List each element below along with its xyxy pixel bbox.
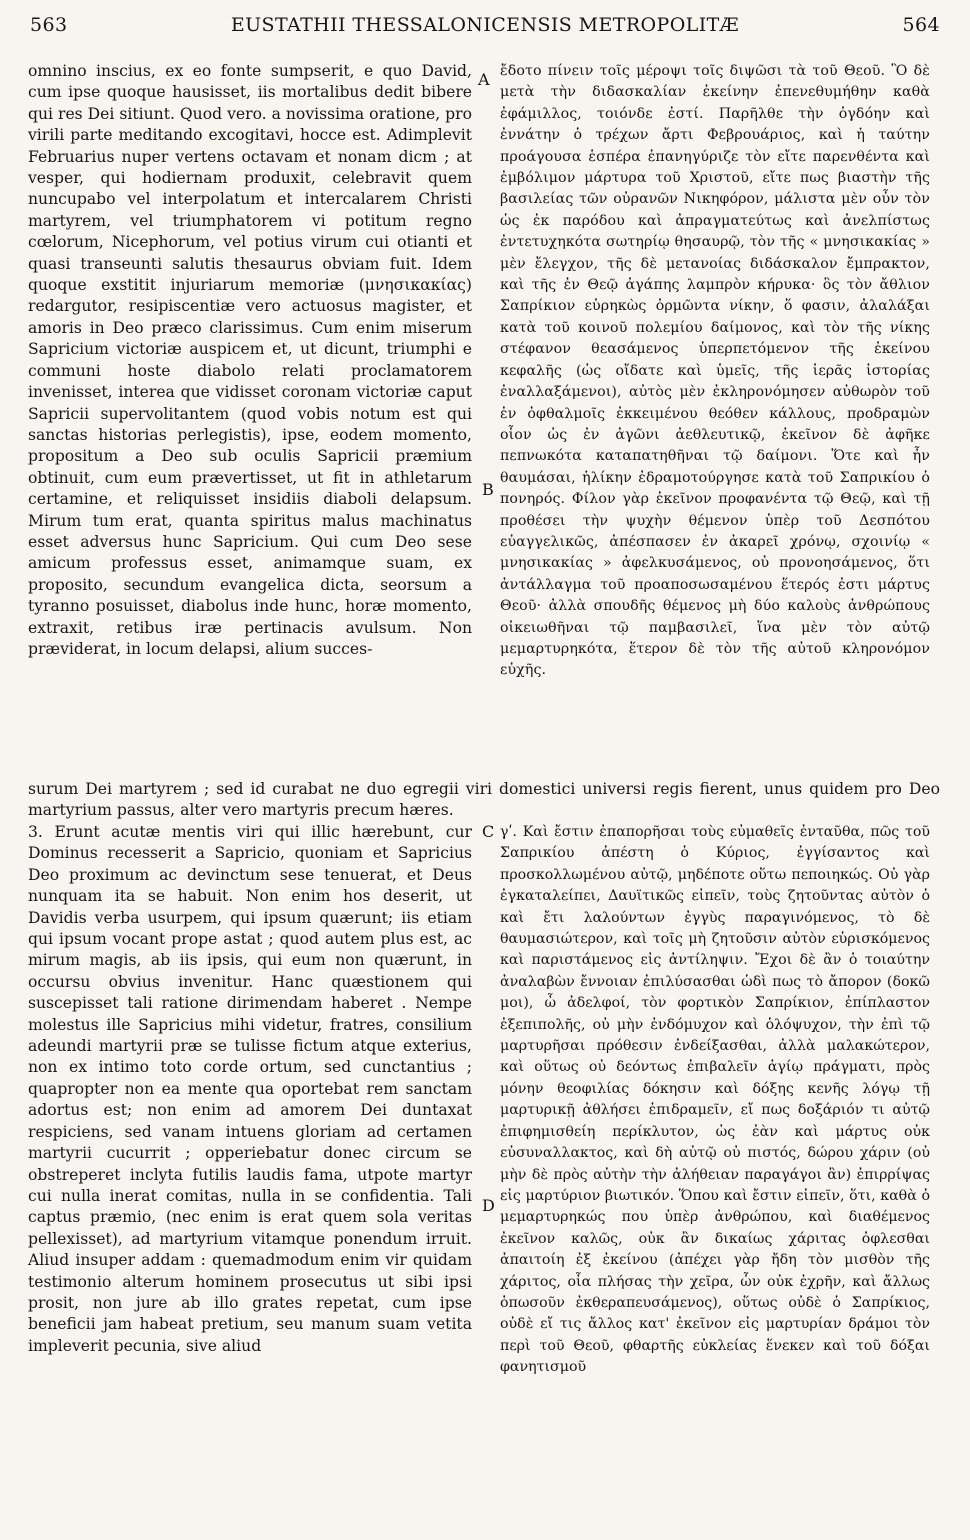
greek-column-top — [500, 61, 930, 682]
page-number-left: 563 — [30, 14, 68, 36]
latin-column-bottom — [28, 822, 472, 1357]
section-marker-a: A — [478, 70, 490, 89]
full-width-paragraph: surum Dei martyrem ; sed id curabat ne duo egregii viri domestici universi regis fierent, unus quidem pro Deo martyrium passus, alter vero martyris precum hæres. — [28, 779, 940, 819]
greek-text-bottom: γʹ. Καὶ ἔστιν ἐπαπορῆσαι τοὺς εὐμαθεῖς ἐνταῦθα, πῶς τοῦ Σαπρικίου ἀπέστη ὁ Κύριος, ἐγγίσαντος καὶ προσκολλωμένου αὐτῷ, μηδέποτε οὕτω πεποιηκώς. Οὐ γὰρ ἐγκαταλείπει, Δαυϊτικῶς εἰπεῖν, τοὺς ζητοῦντας αὐτὸν ὁ καὶ ἔτι λαλούντων ἐγγὺς παραγινόμενος, τὸ δὲ θαυμασιώτερον, καὶ τοῖς μὴ ζητοῦσιν αὐτὸν εὑρισκόμενος καὶ παριστάμενος εἰς ἀντίληψιν. Ἔχοι δὲ ἂν ὁ τοιαύτην ἀναλαβὼν ἔννοιαν ἐπιλύσασθαι ὡδὶ πως τὸ ἄπορον (δοκῶ μοι), ὦ ἀδελφοί, τὸν φορτικὸν Σαπρίκιον, ἐπίπλαστον ἐξεπιπολῆς, οὐ μὴν ἐνδόμυχον καὶ ὁλόψυχον, τὴν ἐπὶ τῷ μαρτυρῆσαι πρόθεσιν ἐνδείξασθαι, ἀλλὰ μαλακώτερον, καὶ οὕτως οὐ δεόντως ἐπιβαλεῖν ἁγίῳ πράγματι, πρὸς μόνην θεοφιλίας δόκησιν καὶ δόξης κενῆς λόγῳ τῇ μαρτυρικῇ ἀθλήσει ἐπιδραμεῖν, εἴ πως δοξάριόν τι αὐτῷ ἐπιφημισθείη περίκλυτον, ὡς ἐὰν καὶ μάρτυς οὐκ εὐσυναλλακτος, καὶ δὴ αὐτῷ οὐ πιστός, δώρου χάριν (οὐ μὴν δὲ πρὸς αὐτὴν τὴν ἀλήθειαν παραγάγοι ἂν) ἐπιρρίψας εἰς μαρτύριον βιωτικόν. Ὅπου καὶ ἔστιν εἰπεῖν, ὅτι, καθὰ ὁ μεμαρτυρηκώς που ὑπὲρ ἀνθρώπου, καὶ διαθέμενος ἐκεῖνον καλῶς, οὐκ ἂν δικαίως χάριτας ὀφλεσθαι ἀπαιτοίη ἐξ ἐκείνου (ἀπέχει γὰρ ἤδη τὸν μισθὸν τῆς χάριτος, οἷα πλήσας τὴν χεῖρα, ὧν οὐκ ἐχρῆν, καὶ ἄλλως ὁπωσοῦν ἐκθεραπευσάμενος), οὕτως οὐδὲ ὁ Σαπρίκιος, οὐδὲ εἴ τις ἄλλος κατ' ἐκεῖνον εἰς μαρτυρίαν δράμοι τὸν περὶ τοῦ Θεοῦ, φθαρτῆς εὐκλείας ἕνεκεν καὶ τοῦ δόξαι φανητισμοῦ — [500, 824, 930, 1376]
greek-column-bottom — [500, 822, 930, 1379]
latin-column-top — [28, 61, 472, 660]
section-marker-d: D — [482, 1196, 495, 1215]
running-header — [30, 14, 940, 42]
latin-text-top: omnino inscius, ex eo fonte sumpserit, e quo David, cum ipse quoque hausisset, iis mortalibus dedit bibere qui res Dei sitiunt. Quod vero. a novissima oratione, pro virili parte meditando excogitavi, hocce est. Adimplevit Februarius nuper vertens octavam et nonam dicm ; at vesper, qui hodiernam produxit, celebravit quem nuncupabo vel interpolatum et intercalarem Christi martyrem, vel triumphatorem vi potitum regno cœlorum, Nicephorum, vel potius virum cui otianti et quasi transeunti salutis thesaurus obviam fuit. Idem quoque exstitit injuriarum memoriæ (μνησικακίας) redargutor, resipiscentiæ vero actuosus magister, et amoris in Deo præco clarissimus. Cum enim miserum Sapricium victoriæ auspicem et, ut dicunt, triumphi e communi hoste diabolo relati proclamatorem invenisset, interea que vidisset coronam victoriæ caput Sapricii supervolitantem (quod vobis notum est qui sanctas historias perlegistis), ipse, eodem momento, propositum a Deo sub oculis Sapricii præmium obtinuit, cum eum prævertisset, ut fit in athletarum certamine, et reliquisset insidiis diaboli delapsum. Mirum tum erat, quanta spiritus malus machinatus esset adversus hunc Sapricium. Qui cum Deo sese amicum professus esset, animamque suam, ex proposito, secundum evangelica dicta, seorsum a tyranno posuisset, diabolus inde hunc, horæ momento, extraxit, retibus iræ pertinacis avulsum. Non præviderat, in locum delapsi, alium succes- — [28, 62, 472, 658]
running-title: EUSTATHII THESSALONICENSIS METROPOLITÆ — [230, 14, 740, 36]
section-marker-c: C — [482, 822, 495, 841]
section-marker-b: B — [482, 480, 494, 499]
page-number-right: 564 — [902, 14, 940, 36]
greek-text-top: ἔδοτο πίνειν τοῖς μέροψι τοῖς διψῶσι τὰ τοῦ Θεοῦ. Ὃ δὲ μετὰ τὴν διδασκαλίαν ἐκείνην ἐπενεθυμήθην καθὰ ἐφάμιλλος, τοιόνδε ἐστί. Παρῆλθε τὴν ὀγδόην καὶ ἐννάτην ὁ τρέχων ἄρτι Φεβρουάριος, καὶ ἡ ταύτην προάγουσα ἑσπέρα ἐπανηγύριζε τὸν εἴτε παρενθέντα καὶ ἐμβόλιμον μάρτυρα τοῦ Χριστοῦ, εἴτε πως βιαστὴν τῆς βασιλείας τῶν οὐρανῶν Νικηφόρον, μάλιστα μὲν οὖν τὸν ὡς ἐκ παρόδου καὶ ἀπραγματεύτως καὶ ἀνελπίστως ἐντετυχηκότα σωτηρίῳ θησαυρῷ, τὸν τῆς « μνησικακίας » μὲν ἔλεγχον, τῆς δὲ μετανοίας διδάσκαλον ἔμπρακτον, καὶ τῆς ἐν Θεῷ ἀγάπης λαμπρὸν κήρυκα· ὃς τὸν ἄθλιον Σαπρίκιον εὑρηκὼς ὁρμῶντα νίκην, ὅ φασιν, ἀλαλάξαι κατὰ τοῦ κοινοῦ πολεμίου δαίμονος, καὶ τὸν τῆς νίκης στέφανον θεασάμενος ὑπερπετόμενον τῆς ἐκείνου κεφαλῆς (ὡς οἴδατε καὶ ὑμεῖς, τῆς ἱερᾶς ἱστορίας ἐναλλαξάμενοι), αὐτὸς μὲν ἐκληρονόμησεν αὐθωρὸν τοῦ ἐν ὀφθαλμοῖς ἐκκειμένου θεόθεν κάλλους, προδραμὼν οἷον ὡς ἐν ἀγῶνι ἀεθλευτικῷ, ἐκεῖνον δὲ ἀφῆκε πεπνωκότα καταπατηθῆναι τῷ δαίμονι. Ὅτε καὶ ἦν θαυμάσαι, ἡλίκην ἐδραμοτούργησε κατὰ τοῦ Σαπρικίου ὁ πονηρός. Φίλον γὰρ ἐκεῖνον προφανέντα τῷ Θεῷ, καὶ τῇ προθέσει τὴν ψυχὴν θέμενον ὑπὲρ τοῦ Δεσπότου εὐαγγελικῶς, ἀπέσπασεν ἐν ἀκαρεῖ χρόνῳ, σχοινίῳ « μνησικακίας » ἀφελκυσάμενος, οὐ προνοησάμενος, ὅτι ἀντάλλαγμα τοῦ προαποσωσαμένου ἕτερός ἐστι μάρτυς Θεοῦ· ἀλλὰ σπουδῆς θέμενος μὴ δύο καλοὺς ἀνθρώπους οἰκειωθῆναι τῷ παμβασιλεῖ, ἵνα μὲν τὸν αὐτῷ μεμαρτυρηκότα, ἕτερον δὲ τὸν τῆς αὐτοῦ κληρονόμον εὐχῆς. — [500, 63, 930, 679]
latin-text-bottom: 3. Erunt acutæ mentis viri qui illic hærebunt, cur Dominus recesserit a Sapricio, quoniam et Sapricius Deo proximum ac devinctum sese tenuerat, et Deus nunquam ita se habuit. Non enim hos deserit, ut Davidis verba usurpem, qui ipsum quærunt; iis etiam qui ipsum vocant prope astat ; quod autem plus est, ac mirum magis, ab iis ipsis, qui eum non quærunt, in occursu obvius invenitur. Hanc quæstionem qui suscepisset tali ratione dirimendam haberet . Nempe molestus ille Sapricius mihi videtur, fratres, consilium adeundi martyrii præ se tulisse fictum atque exterius, non ex intimo toto corde ortum, sed cunctantius ; quapropter non ea mente qua oportebat rem sanctam adortus est; non enim ad amorem Dei duntaxat respiciens, sed vanam intuens gloriam ad certamen martyrii cucurrit ; opperiebatur donec circum se obstreperet inclyta futilis laudis fama, utpote martyr cui nulla inerat comitas, nulla in se confidentia. Tali captus præmio, (nec enim is erat quem sola veritas pellexisset), ad martyrium vitamque ponendum irruit. Aliud insuper addam : quemadmodum enim vir quidam testimonio alterum hominem prosecutus ut sibi ipsi prosit, non jure ab illo grates repetat, cum ipse beneficii jam habeat pretium, seu manum suam vetita impleverit pecunia, sive aliud — [28, 823, 472, 1355]
